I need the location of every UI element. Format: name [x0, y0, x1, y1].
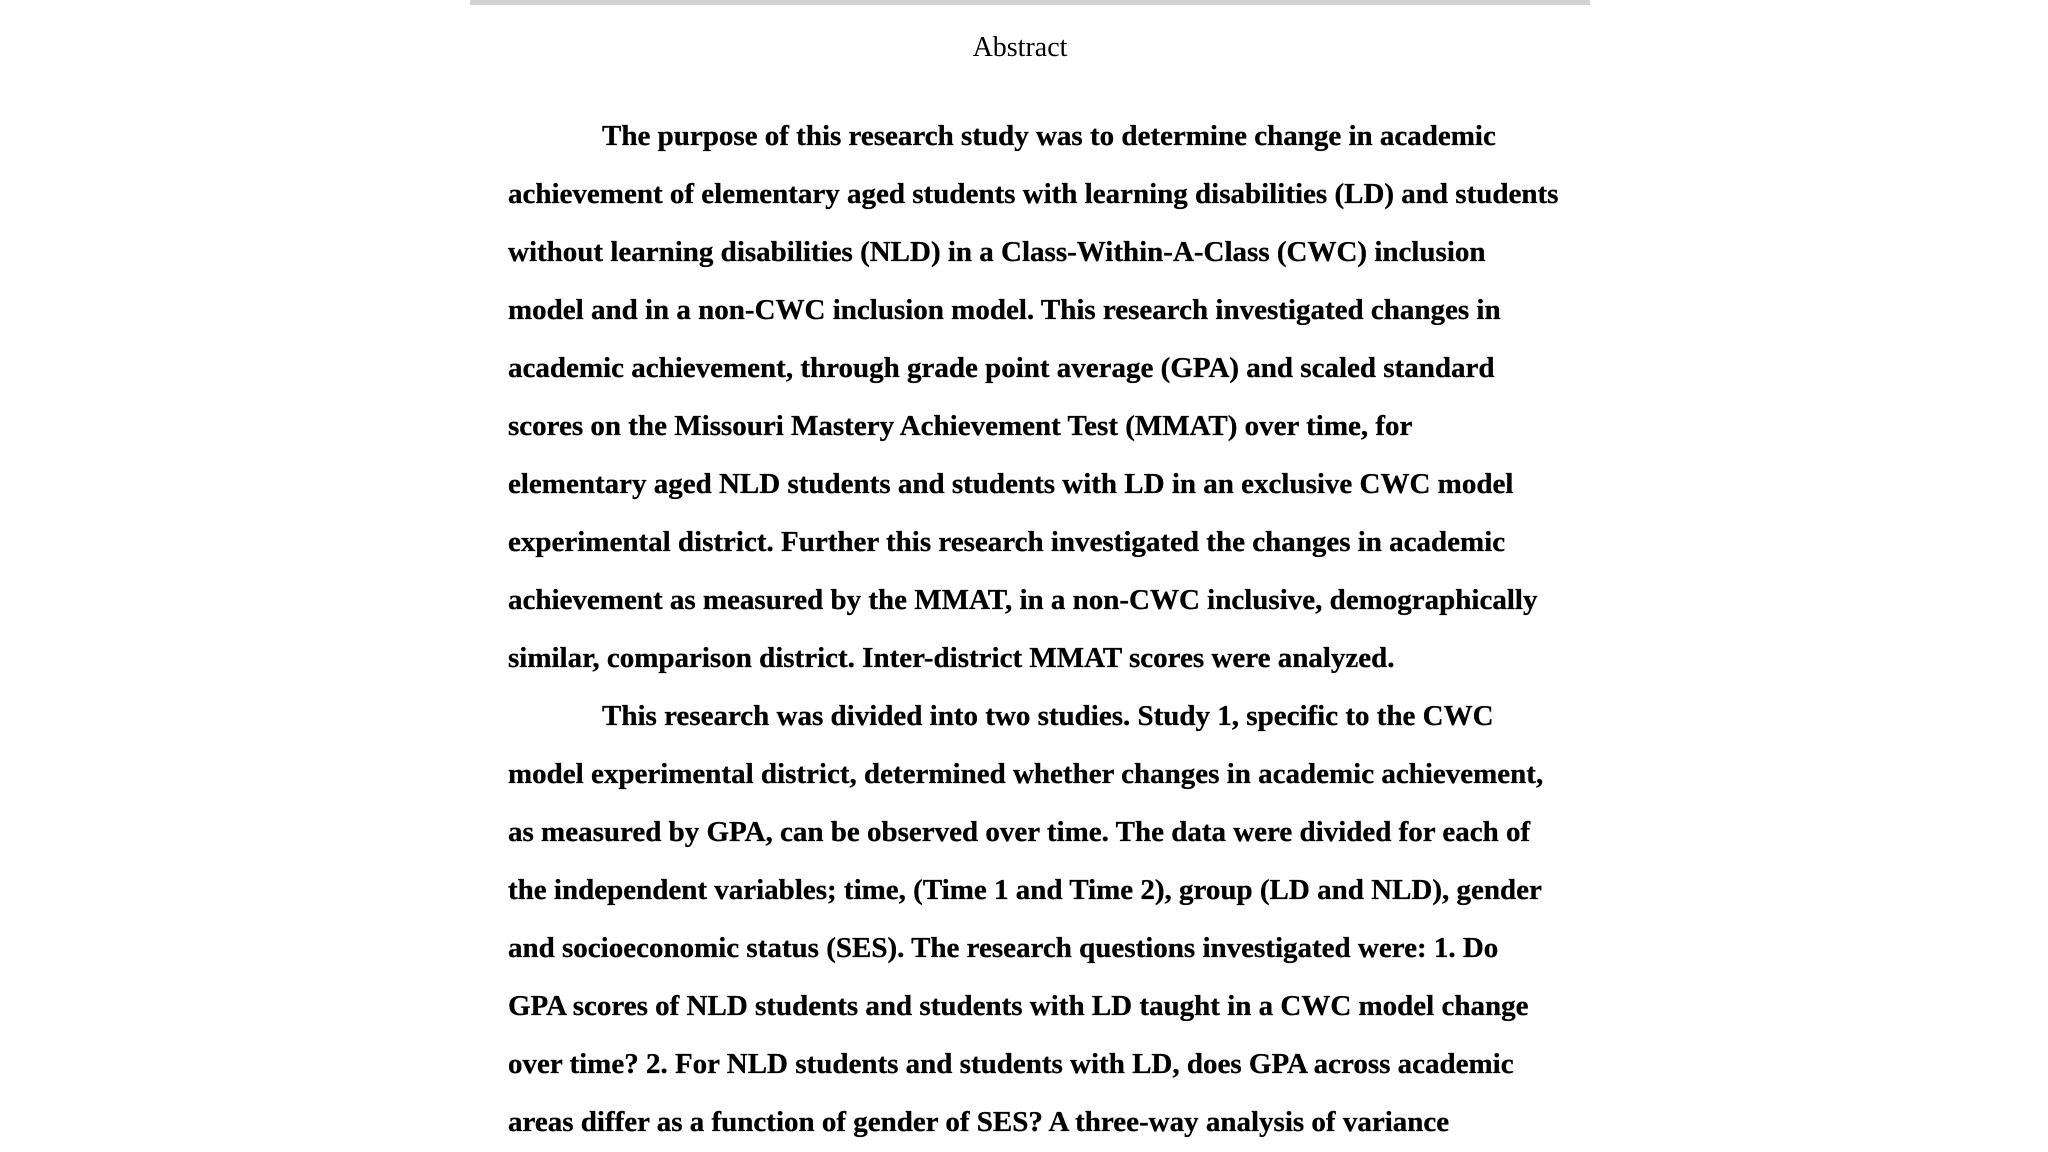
document-page: [470, 0, 1590, 1152]
paragraph-2-line-3: as measured by GPA, can be observed over time. The data were divided for each of: [508, 816, 1531, 848]
paragraph-2-line-5: and socioeconomic status (SES). The research questions investigated were: 1. Do: [508, 932, 1499, 964]
paragraph-1-line-6: scores on the Missouri Mastery Achievement Test (MMAT) over time, for: [508, 410, 1413, 442]
paragraph-2-line-2: model experimental district, determined whether changes in academic achievement,: [508, 758, 1544, 790]
paragraph-2-line-7: over time? 2. For NLD students and students with LD, does GPA across academic: [508, 1048, 1514, 1080]
paragraph-1-line-3: without learning disabilities (NLD) in a Class-Within-A-Class (CWC) inclusion: [508, 236, 1486, 268]
paragraph-1-line-10: similar, comparison district. Inter-district MMAT scores were analyzed.: [508, 642, 1395, 674]
paragraph-2-line-6: GPA scores of NLD students and students with LD taught in a CWC model change: [508, 990, 1529, 1022]
paragraph-2-line-1: This research was divided into two studies. Study 1, specific to the CWC: [602, 700, 1494, 732]
paragraph-1-line-2: achievement of elementary aged students with learning disabilities (LD) and students: [508, 178, 1559, 210]
paragraph-1-line-1: The purpose of this research study was to determine change in academic: [602, 120, 1496, 152]
paragraph-1-line-8: experimental district. Further this research investigated the changes in academic: [508, 526, 1506, 558]
paragraph-2-line-8: areas differ as a function of gender of SES? A three-way analysis of variance: [508, 1106, 1450, 1138]
paragraph-1-line-9: achievement as measured by the MMAT, in a non-CWC inclusive, demographically: [508, 584, 1538, 616]
paragraph-1-line-5: academic achievement, through grade point average (GPA) and scaled standard: [508, 352, 1495, 384]
page-top-edge: [470, 0, 1590, 5]
paragraph-1-line-4: model and in a non-CWC inclusion model. This research investigated changes in: [508, 294, 1501, 326]
abstract-heading: Abstract: [972, 32, 1068, 63]
paragraph-2-line-4: the independent variables; time, (Time 1 and Time 2), group (LD and NLD), gender: [508, 874, 1542, 906]
paragraph-1-line-7: elementary aged NLD students and students with LD in an exclusive CWC model: [508, 468, 1514, 500]
